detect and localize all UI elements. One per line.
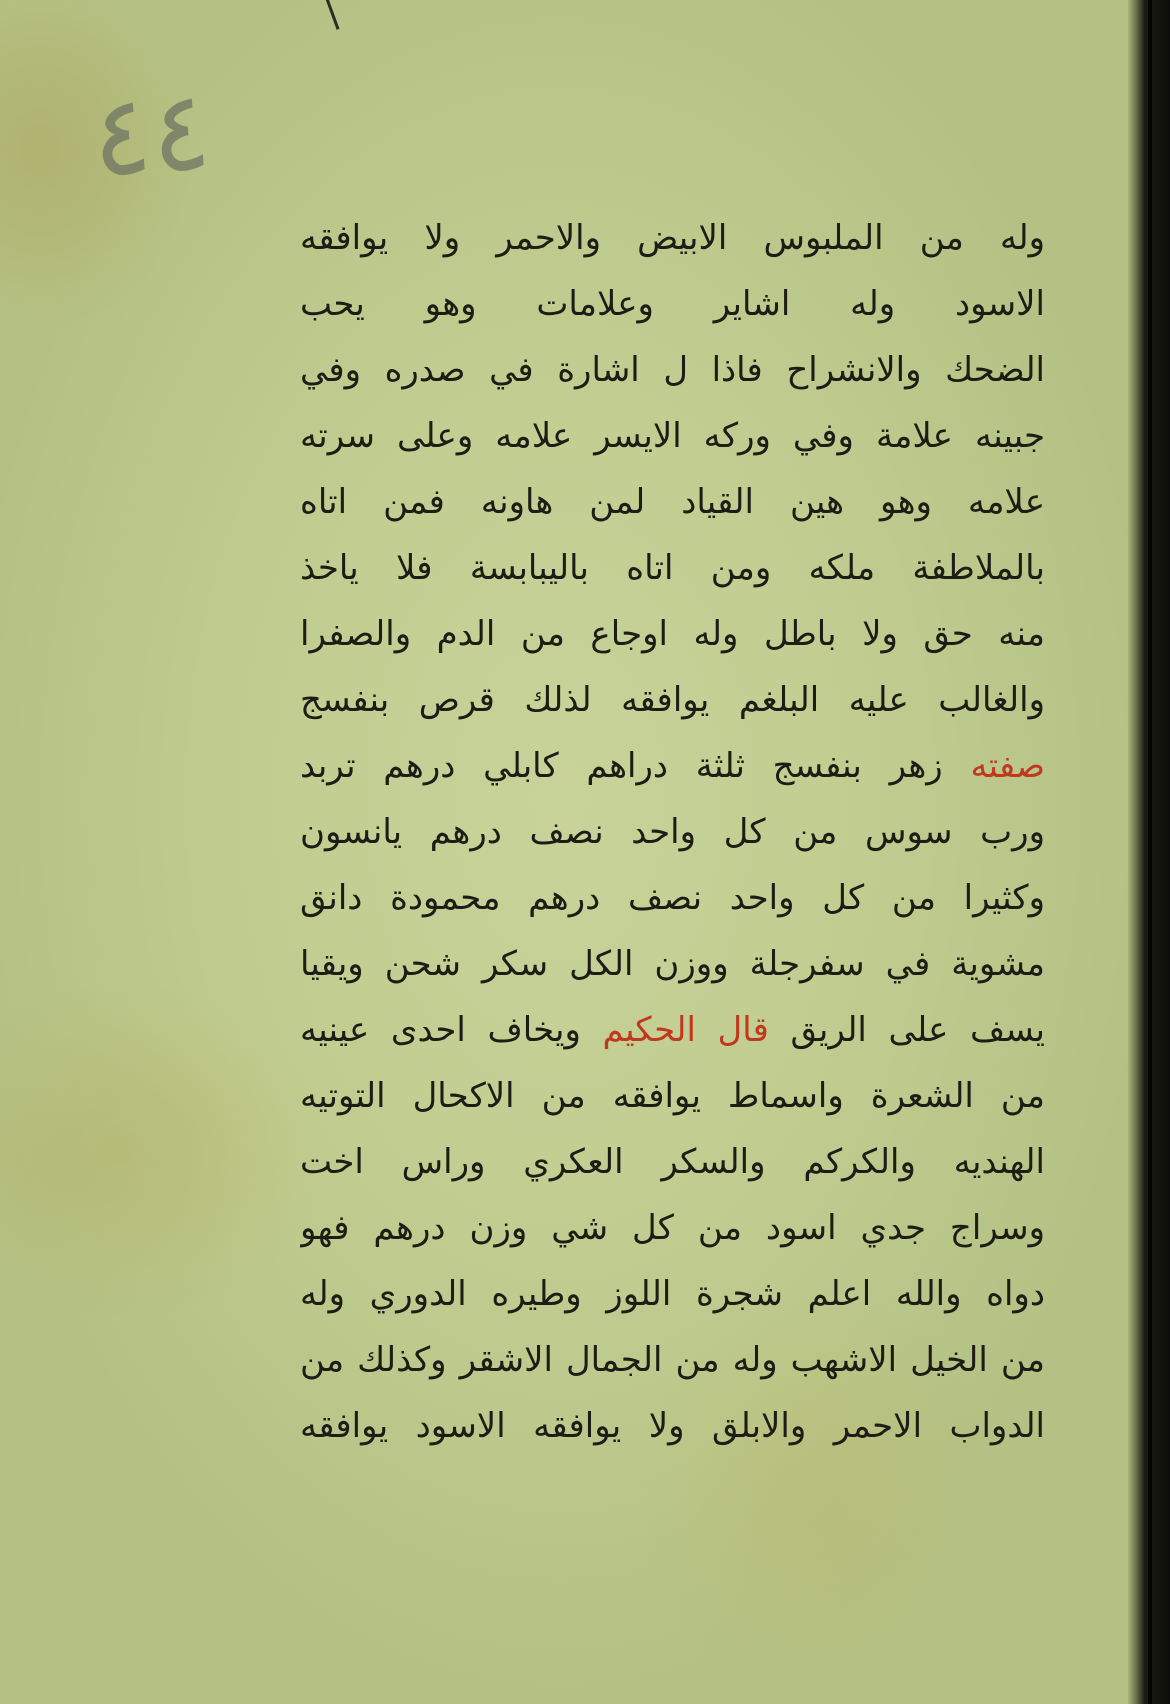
- manuscript-line: [300, 799, 1045, 865]
- line-text: بالملاطفة ملكه ومن اتاه باليبابسة فلا ياخذ: [300, 548, 1045, 588]
- line-text: والغالب عليه البلغم يوافقه لذلك قرص بنفسج: [300, 680, 1045, 720]
- line-text: الهنديه والكركم والسكر العكري وراس اخت: [300, 1142, 1045, 1182]
- manuscript-line: [300, 1261, 1045, 1327]
- manuscript-line: [300, 337, 1045, 403]
- line-text: ورب سوس من كل واحد نصف درهم يانسون: [300, 812, 1045, 852]
- line-text: زهر بنفسج ثلثة دراهم كابلي درهم تربد: [300, 746, 971, 786]
- ink-mark: [324, 0, 352, 30]
- manuscript-line: [300, 1327, 1045, 1393]
- line-text: وله من الملبوس الابيض والاحمر ولا يوافقه: [300, 218, 1045, 258]
- line-text: علامه وهو هين القياد لمن هاونه فمن اتاه: [300, 482, 1045, 522]
- manuscript-line: [300, 1129, 1045, 1195]
- manuscript-line: [300, 403, 1045, 469]
- line-text: مشوية في سفرجلة ووزن الكل سكر شحن ويقيا: [300, 944, 1045, 984]
- manuscript-text: [300, 205, 1045, 1459]
- line-text: منه حق ولا باطل وله اوجاع من الدم والصفرا: [300, 614, 1045, 654]
- rubric-word: قال الحكيم: [602, 1010, 769, 1050]
- line-text: الاسود وله اشاير وعلامات وهو يحب: [300, 284, 1045, 324]
- line-text: جبينه علامة وفي وركه الايسر علامه وعلى سرته: [300, 416, 1045, 456]
- manuscript-line: [300, 997, 1045, 1063]
- manuscript-line: [300, 469, 1045, 535]
- line-text: وكثيرا من كل واحد نصف درهم محمودة دانق: [300, 878, 1045, 918]
- line-text: الدواب الاحمر والابلق ولا يوافقه الاسود يوافقه: [300, 1406, 1045, 1446]
- folio-number: ٤٤: [87, 66, 215, 202]
- gutter-edge: [1148, 0, 1152, 1704]
- line-text: الضحك والانشراح فاذا ل اشارة في صدره وفي: [300, 350, 1045, 390]
- line-text: يسف على الريق: [768, 1010, 1045, 1050]
- line-text: وسراج جدي اسود من كل شي وزن درهم فهو: [300, 1208, 1045, 1248]
- manuscript-line: [300, 271, 1045, 337]
- manuscript-line: [300, 1195, 1045, 1261]
- manuscript-line: [300, 535, 1045, 601]
- line-text: دواه والله اعلم شجرة اللوز وطيره الدوري وله: [300, 1274, 1045, 1314]
- manuscript-line: [300, 733, 1045, 799]
- manuscript-line: [300, 205, 1045, 271]
- manuscript-line: [300, 931, 1045, 997]
- manuscript-line: [300, 601, 1045, 667]
- manuscript-line: [300, 1063, 1045, 1129]
- manuscript-line: [300, 667, 1045, 733]
- manuscript-line: [300, 1393, 1045, 1459]
- line-text: من الخيل الاشهب وله من الجمال الاشقر وكذلك من: [300, 1340, 1045, 1380]
- manuscript-line: [300, 865, 1045, 931]
- line-text: من الشعرة واسماط يوافقه من الاكحال التوتيه: [300, 1076, 1045, 1116]
- line-text: ويخاف احدى عينيه: [300, 1010, 603, 1050]
- rubric-word: صفته: [970, 746, 1045, 786]
